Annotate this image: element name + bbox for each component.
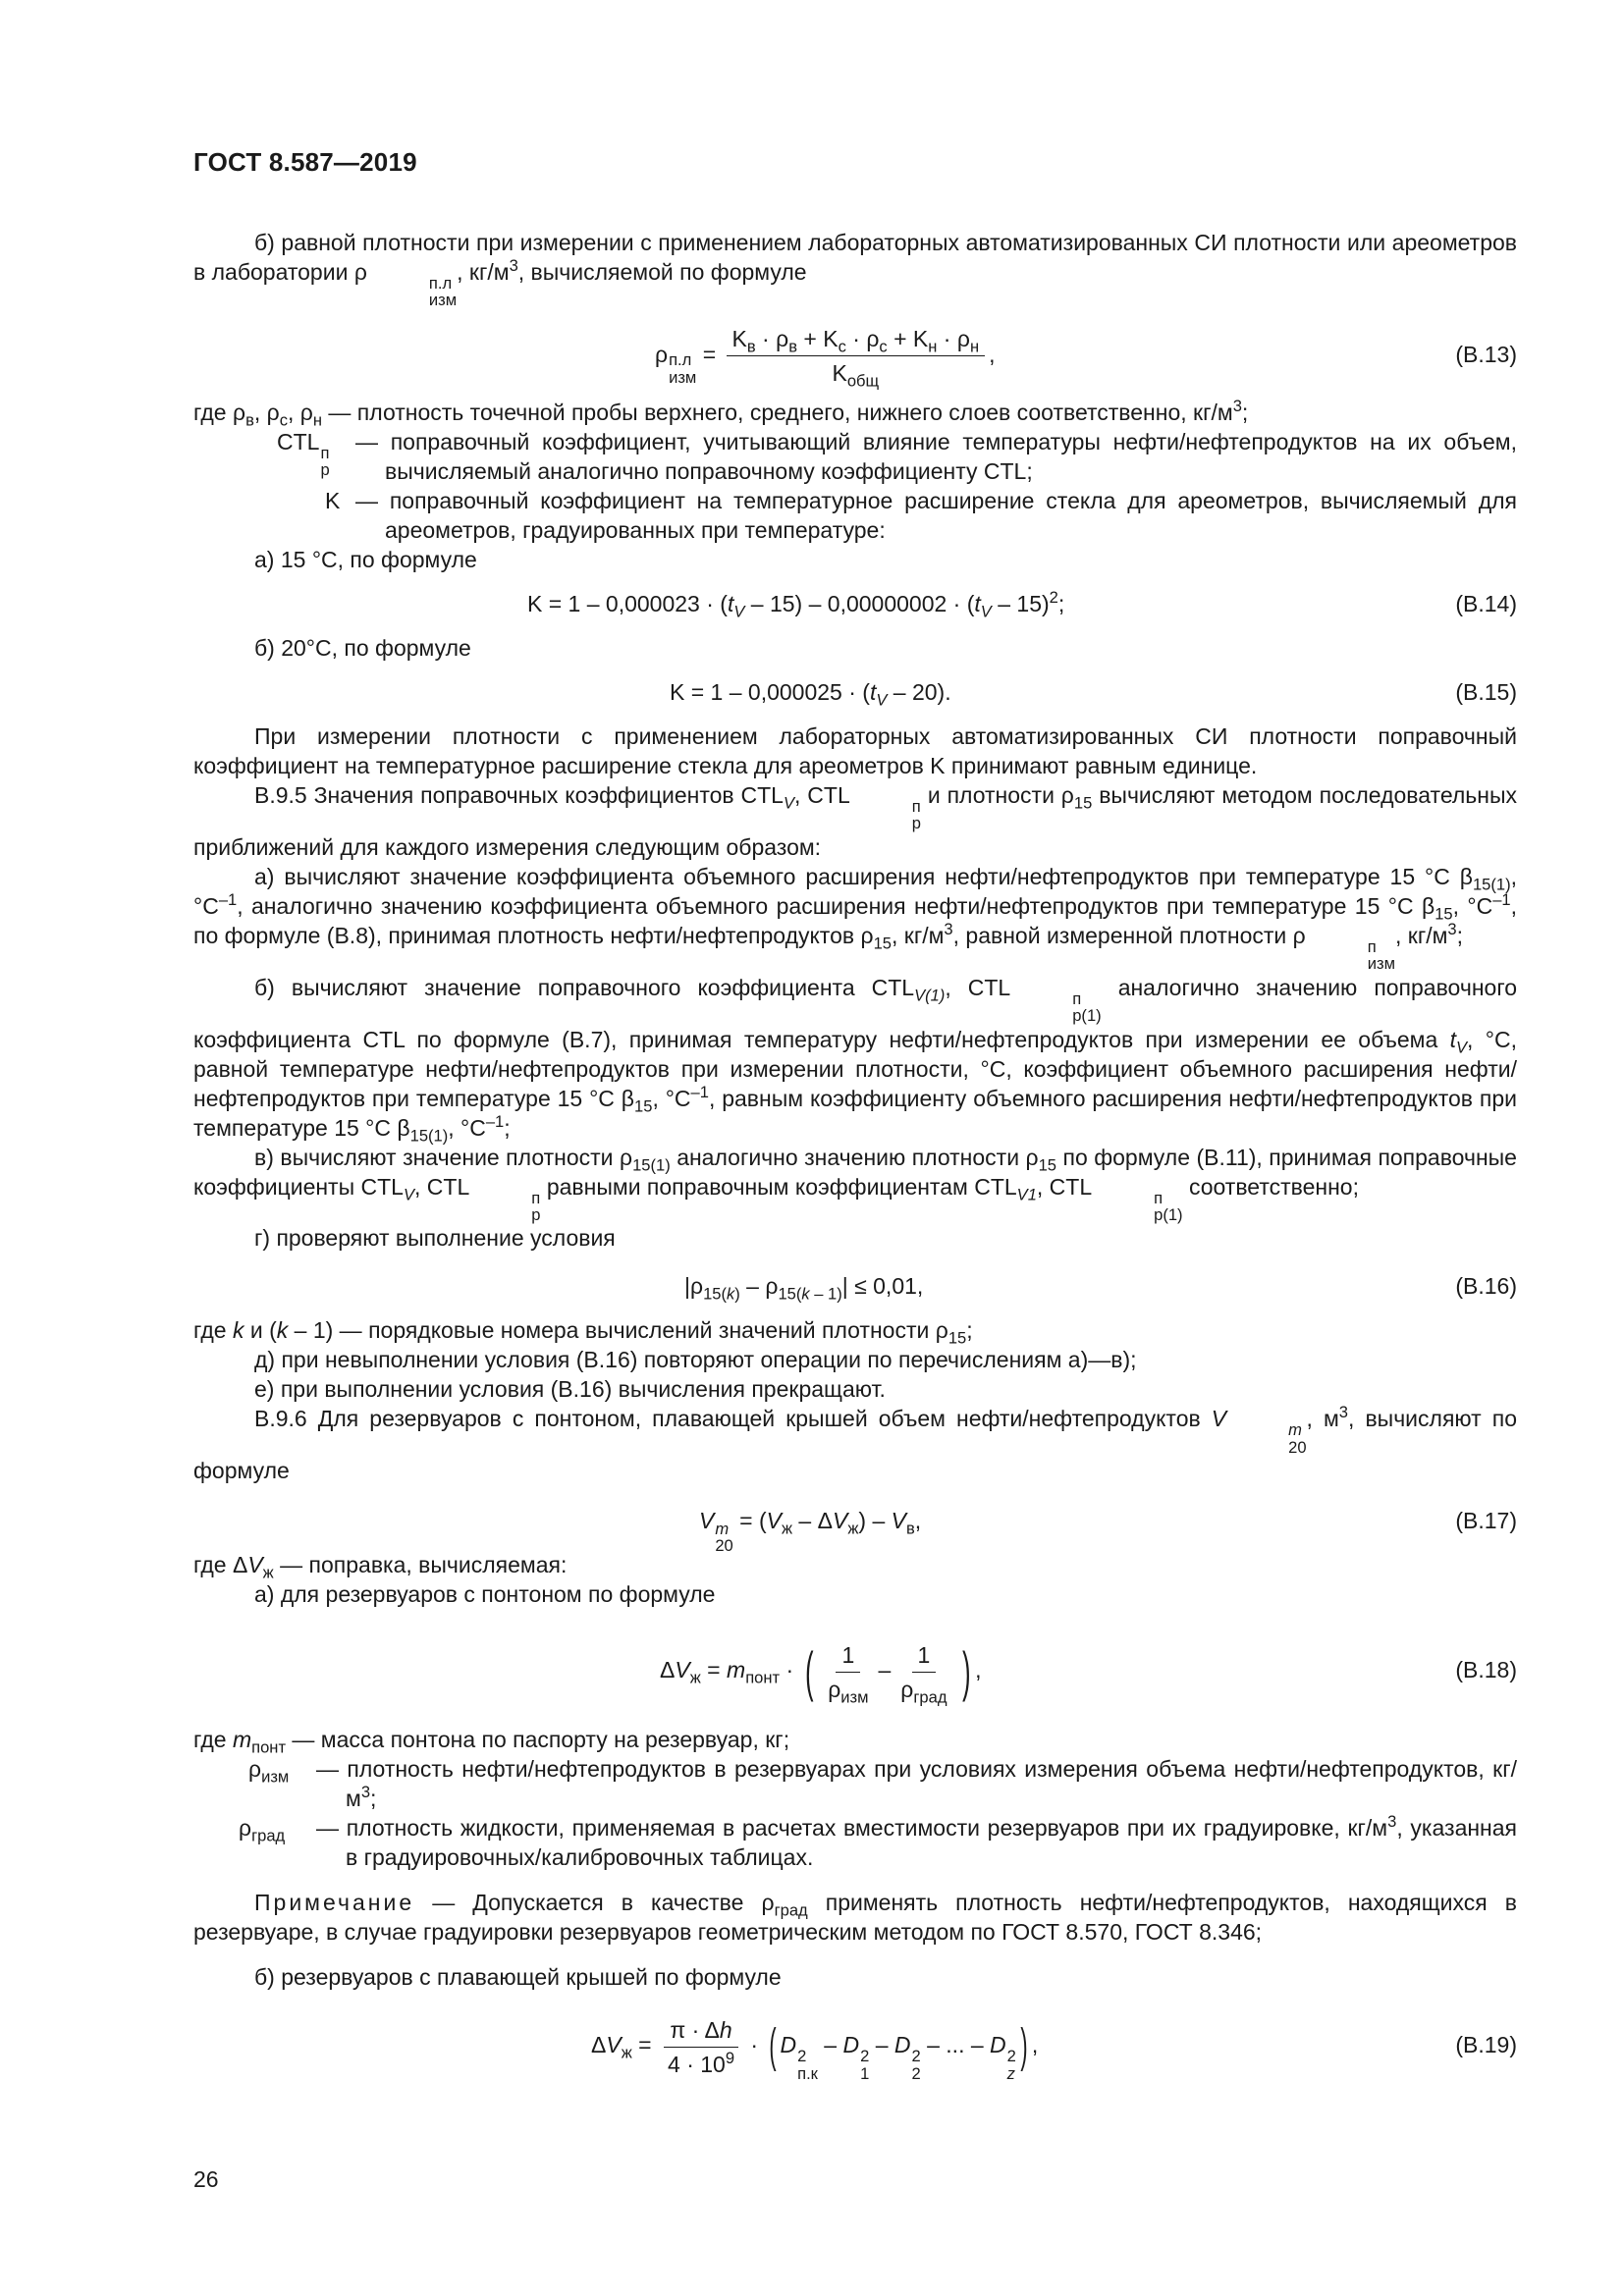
equation-number: (В.15)	[1455, 678, 1517, 705]
fraction-b13: $\frac{K_в \cdot \rho_в + K_с \cdot \rho_с + K_н \cdot \rho_н}{K_{общ}}$	[727, 324, 986, 388]
paragraph-measurement: При измерении плотности с применением лабораторных автоматизированных СИ плотности поправочный коэффициент на температурное расширение стекла для ареометров K принимают равным единице.	[193, 722, 1517, 778]
item-a-15c: а) 15 °С, по формуле	[254, 546, 477, 572]
paragraph-v-calc: в) вычисляют значение плотности $\rho_{15(1)}$ аналогично значению плотности $\rho_{15}$ по формуле (В.11), принимая поправочные коэффициенты $CTL_V$, CTL п р равными поправочным коэффициентам $CTL_{V1}$, CTL п р(1) соответственно;	[193, 1144, 1517, 1224]
equation-number: (В.19)	[1455, 2032, 1517, 2058]
definition-rho-grad: $\rho_{град}$ — плотность жидкости, применяемая в расчетах вместимости резервуаров при их градуировке, $кг/м^3$, указанная в градуировочных/калибровочных таблицах.	[239, 1812, 1518, 1871]
equation-b16: $|\rho_{15(k)} - \rho_{15(k - 1)}| \le 0,01$, (В.16)	[193, 1264, 1517, 1308]
definition-m-ponton: где $m_{понт}$ — масса понтона по паспорту на резервуар, кг;	[193, 1727, 790, 1757]
document-header: ГОСТ 8.587—2019	[193, 147, 417, 177]
equation-b13: ρ п.л изм = $\frac{K_в \cdot \rho_в + K_с \cdot \rho_с + K_н \cdot \rho_н}{K_{общ}}$ , (В.13)	[193, 319, 1517, 390]
page-number: 26	[193, 2166, 219, 2192]
paragraph-g-check: г) проверяют выполнение условия	[254, 1225, 616, 1252]
item-d: д) при невыполнении условия (В.16) повторяют операции по перечислениям а)—в);	[254, 1347, 1137, 1373]
item-b-roof: б) резервуаров с плавающей крышей по формуле	[254, 1964, 782, 1991]
equation-number: (В.18)	[1455, 1657, 1517, 1683]
definition-rho-izm: $\rho_{изм}$ — плотность нефти/нефтепродуктов в резервуарах при условиях измерения объема нефти/нефтепродуктов, $кг/м^3$;	[248, 1756, 1517, 1812]
equation-b14: $K = 1 - 0,000023 \cdot (t_V - 15) - 0,00000002 \cdot (t_V - 15)^2$; (В.14)	[193, 582, 1517, 625]
definition-rho-layers: где $\rho_в$, $\rho_с$, $\rho_н$ — плотность точечной пробы верхнего, среднего, нижнего слоев соответственно, $кг/м^3$;	[193, 396, 1249, 430]
equation-number: (В.16)	[1455, 1273, 1517, 1300]
paragraph-b-density: б) равной плотности при измерении с применением лабораторных автоматизированных СИ плотности или ареометров в лаборатории ρ п.л изм , $кг/м^3$, вычисляемой по формуле	[193, 230, 1517, 310]
item-e: е) при выполнении условия (В.16) вычисления прекращают.	[254, 1376, 886, 1403]
equation-b19: $\Delta V_ж$ = $\frac{\pi \cdot \Delta h}{4 \cdot 10^9}$ · ( D 2 п.к – D 2 1 – D 2 2 – ... – D 2 z ) , (В.19)	[193, 2005, 1517, 2084]
paragraph-b-calc: б) вычисляют значение поправочного коэффициента $CTL_{V(1)}$, CTL п р(1) аналогично значению поправочного коэффициента CTL по формуле (В.7), принимая температуру нефти/нефтепродуктов при измерении ее объема $t_V$, °С, равной температуре нефти/нефтепродуктов при измерении плотности, °С, коэффициент объемного расширения нефти/нефтепродуктов при температуре 15 °С $\beta_{15}$, $^\circ С^{-1}$, равным коэффициенту объемного расширения нефти/нефтепродуктов при температуре 15 °С $\beta_{15(1)}$, $^\circ С^{-1}$;	[193, 974, 1517, 1145]
equation-b17: V m 20 = $(V_ж - \Delta V_ж) - V_в$, (В.17)	[193, 1499, 1517, 1542]
equation-number: (В.13)	[1455, 341, 1517, 367]
paragraph-b96: В.9.6 Для резервуаров с понтоном, плавающей крышей объем нефти/нефтепродуктов V m 20 , $м^3$, вычисляют по формуле	[193, 1403, 1517, 1484]
equation-number: (В.17)	[1455, 1508, 1517, 1534]
equation-number: (В.14)	[1455, 590, 1517, 616]
equation-b18: $\Delta V_ж = m_{понт}$ · ( $\frac{1}{\rho_{изм}}$ – $\frac{1}{\rho_{град}}$ ) , (В.18)	[193, 1623, 1517, 1717]
paragraph-a-calc: а) вычисляют значение коэффициента объемного расширения нефти/нефтепродуктов при температуре 15 °С $\beta_{15(1)}$, $^\circ С^{-1}$, аналогично значению коэффициента объемного расширения нефти/нефтепродуктов при температуре 15 °С $\beta_{15}$, $^\circ С^{-1}$, по формуле (В.8), принимая плотность нефти/нефтепродуктов $\rho_{15}$, $кг/м^3$, равной измеренной плотности ρ п изм , $кг/м^3$;	[193, 863, 1517, 974]
paragraph-b95: В.9.5 Значения поправочных коэффициентов $CTL_V$, CTL п р и плотности $\rho_{15}$ вычисляют методом последовательных приближений для каждого измерения следующим образом:	[193, 781, 1517, 860]
definition-k-index: где k и (k – 1) — порядковые номера вычислений значений плотности $\rho_{15}$;	[193, 1317, 973, 1348]
note-paragraph: Примечание — Допускается в качестве $\rho_{град}$ применять плотность нефти/нефтепродуктов, находящихся в резервуаре, в случае градуировки резервуаров геометрическим методом по ГОСТ 8.570, ГОСТ 8.346;	[193, 1890, 1517, 1946]
page-content	[193, 228, 1517, 2092]
definition-delta-v: где $\Delta V_ж$ — поправка, вычисляемая:	[193, 1552, 568, 1582]
item-b-20c: б) 20°С, по формуле	[254, 634, 471, 661]
item-a-ponton: а) для резервуаров с понтоном по формуле	[254, 1581, 716, 1608]
definition-k: K — поправочный коэффициент на температурное расширение стекла для ареометров, вычисляемый для ареометров, градуированных при температуре:	[325, 487, 1517, 543]
equation-b15: $K = 1 - 0,000025 \cdot (t_V - 20)$. (В.15)	[193, 670, 1517, 714]
definition-ctl: CTL п р — поправочный коэффициент, учитывающий влияние температуры нефти/нефтепродуктов на их объем, вычисляемый аналогично поправочному коэффициенту CTL;	[277, 428, 1517, 484]
